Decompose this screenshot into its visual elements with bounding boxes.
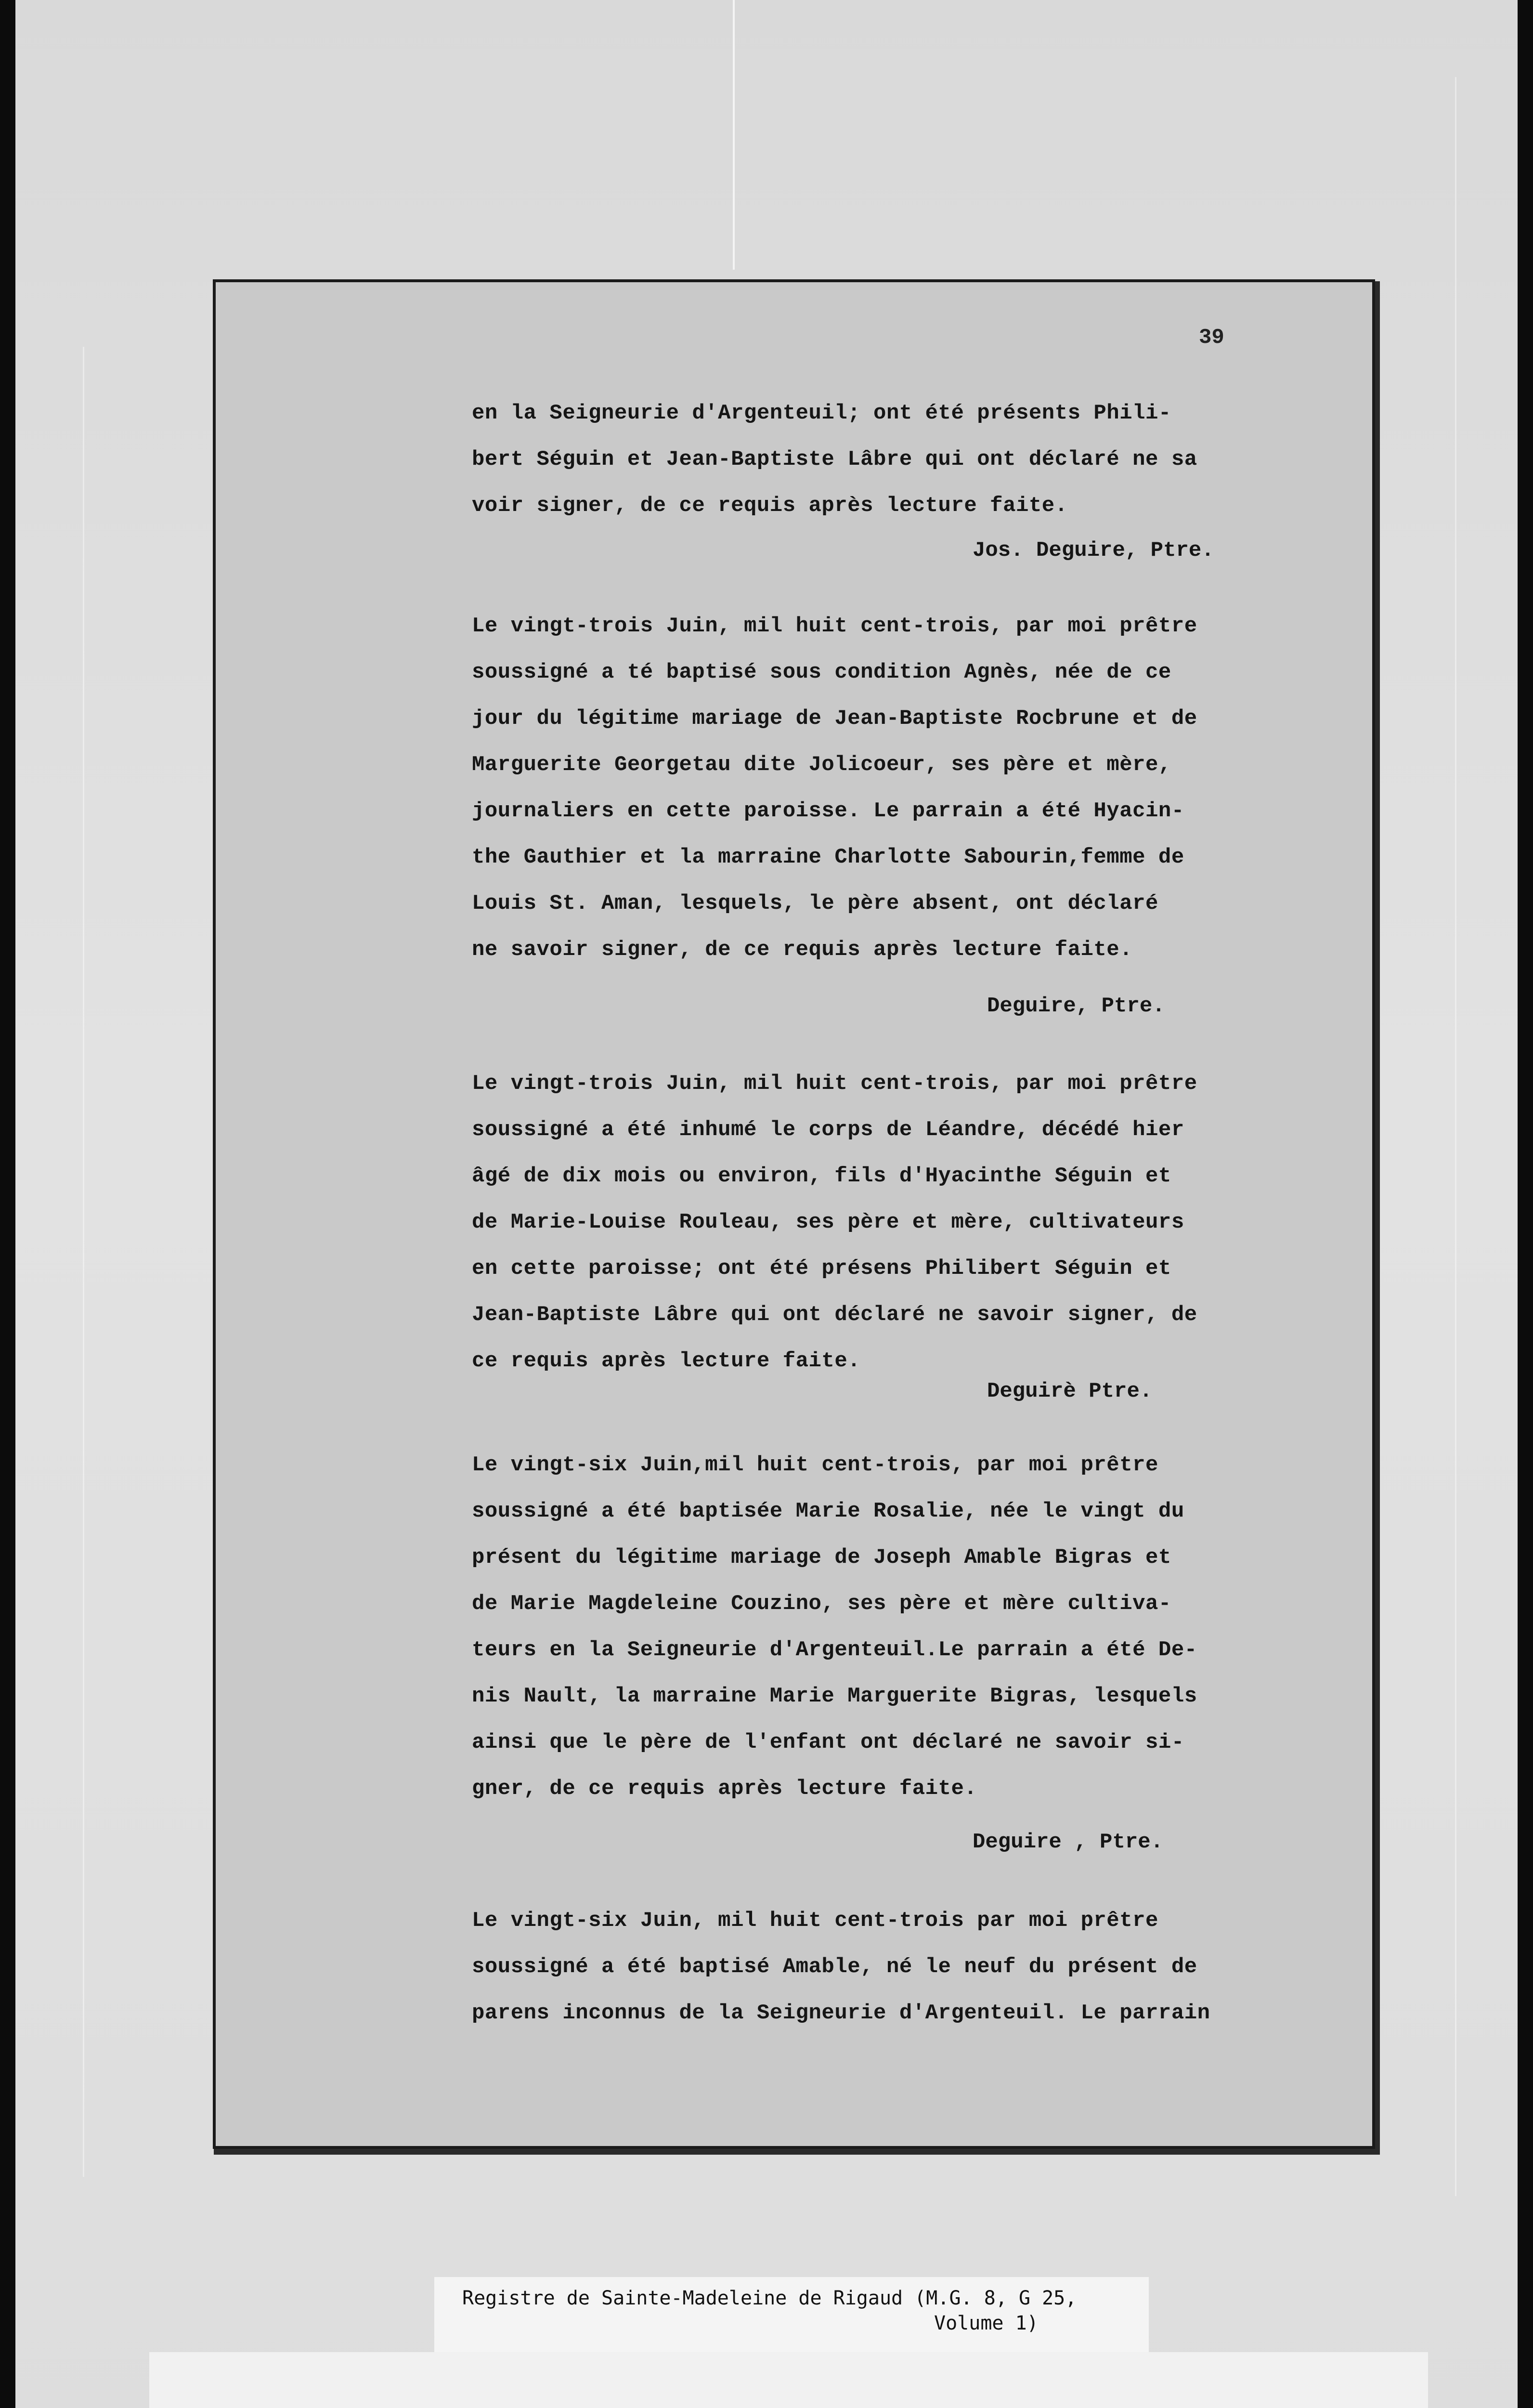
register-entry-2 — [472, 603, 1290, 973]
entry-line: Le vingt-trois Juin, mil huit cent-trois, par moi prêtre — [472, 1072, 1197, 1096]
entry-line: ne savoir signer, de ce requis après lecture faite. — [472, 938, 1133, 962]
entry-line: ainsi que le père de l'enfant ont déclaré ne savoir si- — [472, 1730, 1184, 1754]
entry-line: parens inconnus de la Seigneurie d'Argenteuil. Le parrain — [472, 2001, 1210, 2025]
entry-line: ce requis après lecture faite. — [472, 1349, 861, 1373]
register-entry-4 — [472, 1442, 1290, 1812]
entry-line: Jean-Baptiste Lâbre qui ont déclaré ne savoir signer, de — [472, 1303, 1197, 1327]
entry-line: Louis St. Aman, lesquels, le père absent, ont déclaré — [472, 891, 1158, 916]
register-entry-3 — [472, 1060, 1290, 1384]
entry-line: gner, de ce requis après lecture faite. — [472, 1777, 977, 1801]
entry-line: teurs en la Seigneurie d'Argenteuil.Le parrain a été De- — [472, 1638, 1197, 1662]
priest-signature-1: Jos. Deguire, Ptre. — [973, 538, 1214, 563]
film-label-line1: Registre de Sainte-Madeleine de Rigaud (M.G. 8, G 25, — [462, 2287, 1077, 2309]
entry-line: de Marie Magdeleine Couzino, ses père et mère cultiva- — [472, 1592, 1171, 1616]
entry-line: the Gauthier et la marraine Charlotte Sabourin,femme de — [472, 845, 1184, 869]
page-number: 39 — [1199, 326, 1224, 350]
entry-line: présent du légitime mariage de Joseph Amable Bigras et — [472, 1545, 1171, 1570]
priest-signature-3: Deguirè Ptre. — [987, 1379, 1153, 1403]
register-entry-5 — [472, 1898, 1290, 2036]
priest-signature-2: Deguire, Ptre. — [987, 994, 1165, 1018]
entry-line: en la Seigneurie d'Argenteuil; ont été présents Phili- — [472, 401, 1171, 425]
entry-line: Marguerite Georgetau dite Jolicoeur, ses père et mère, — [472, 753, 1171, 777]
film-scratch — [1455, 77, 1456, 2196]
entry-line: voir signer, de ce requis après lecture faite. — [472, 494, 1068, 518]
entry-line: soussigné a été baptisé Amable, né le neuf du présent de — [472, 1955, 1197, 1979]
film-scratch — [733, 0, 735, 270]
priest-signature-4: Deguire , Ptre. — [973, 1830, 1164, 1854]
entry-line: journaliers en cette paroisse. Le parrain a été Hyacin- — [472, 799, 1184, 823]
register-entry-1 — [472, 390, 1290, 529]
film-scratch — [83, 347, 84, 2177]
public-archives-card — [149, 2352, 1428, 2408]
entry-line: nis Nault, la marraine Marie Marguerite Bigras, lesquels — [472, 1684, 1197, 1708]
entry-line: bert Séguin et Jean-Baptiste Lâbre qui ont déclaré ne sa — [472, 447, 1197, 471]
entry-line: Le vingt-trois Juin, mil huit cent-trois, par moi prêtre — [472, 614, 1197, 638]
film-label-line2: Volume 1) — [934, 2312, 1039, 2334]
entry-line: en cette paroisse; ont été présens Philibert Séguin et — [472, 1256, 1171, 1281]
entry-line: soussigné a été baptisée Marie Rosalie, née le vingt du — [472, 1499, 1184, 1523]
film-label-text — [462, 2286, 1077, 2336]
entry-line: Le vingt-six Juin,mil huit cent-trois, par moi prêtre — [472, 1453, 1158, 1477]
entry-line: soussigné a té baptisé sous condition Agnès, née de ce — [472, 660, 1171, 684]
entry-line: de Marie-Louise Rouleau, ses père et mère, cultivateurs — [472, 1210, 1184, 1234]
entry-line: Le vingt-six Juin, mil huit cent-trois par moi prêtre — [472, 1909, 1158, 1933]
entry-line: âgé de dix mois ou environ, fils d'Hyacinthe Séguin et — [472, 1164, 1171, 1188]
entry-line: jour du légitime mariage de Jean-Baptiste Rocbrune et de — [472, 707, 1197, 731]
entry-line: soussigné a été inhumé le corps de Léandre, décédé hier — [472, 1118, 1184, 1142]
